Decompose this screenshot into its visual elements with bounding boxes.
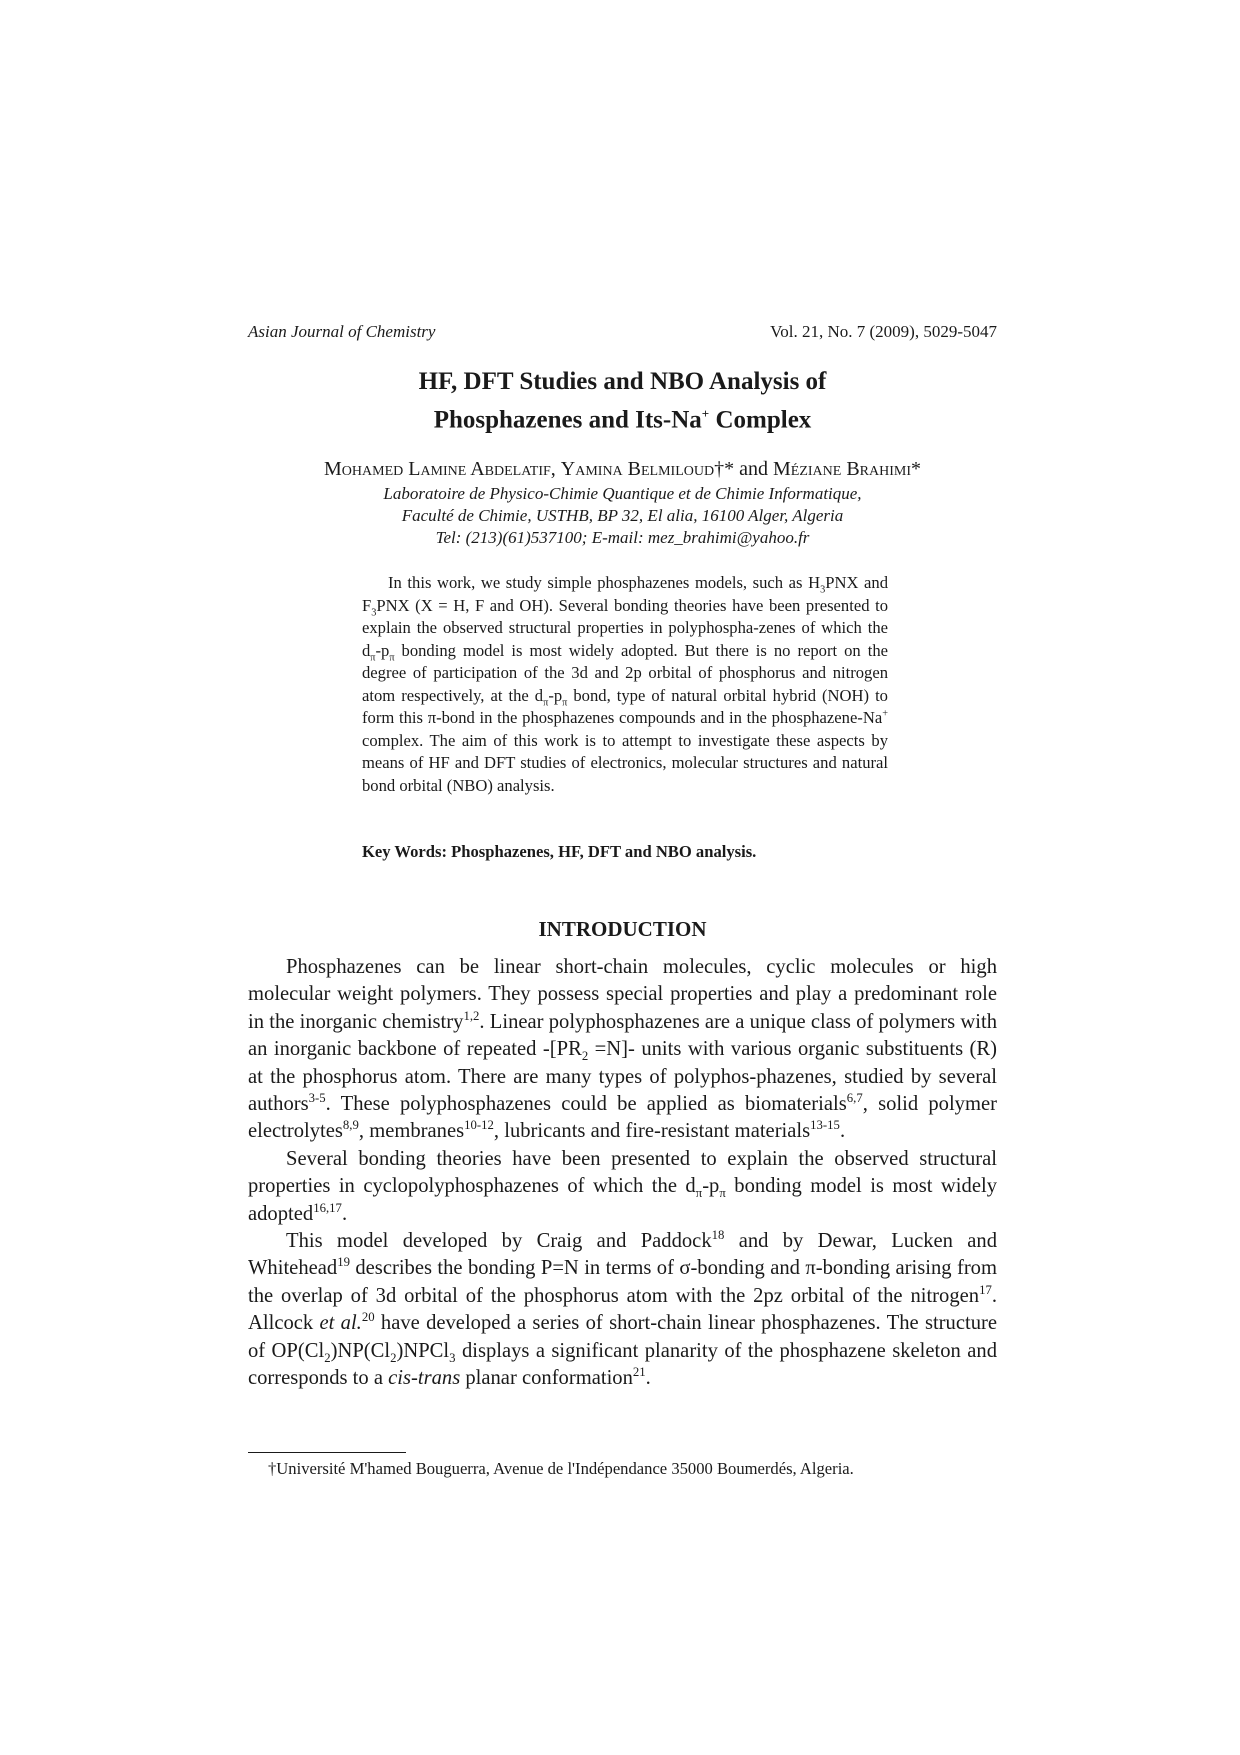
affiliation — [248, 483, 997, 549]
journal-name: Asian Journal of Chemistry — [248, 322, 436, 341]
paper-title — [248, 366, 997, 436]
paragraph-1: Phosphazenes can be linear short-chain molecules, cyclic molecules or high molecular weight polymers. They possess special properties and play a predominant role in the inorganic chemistry$^{1,2}$. Linear polyphosphazenes are a unique class of polymers with an inorganic backbone of repeated $-[PR_2 =N]-$ units with various organic substituents (R) at the phosphorus atom. There are many types of polyphos-phazenes, studied by several authors$^{3-5}$. These polyphosphazenes could be applied as biomaterials$^{6,7}$, solid polymer electrolytes$^{8,9}$, membranes$^{10-12}$, lubricants and fire-resistant materials$^{13-15}$. — [248, 956, 997, 1143]
affiliation-line-2: Faculté de Chimie, USTHB, BP 32, El alia, 16100 Alger, Algeria — [401, 506, 844, 525]
author-list: Mohamed Lamine Abdelatif, Yamina Belmiloud†* and Méziane Brahimi* — [324, 458, 921, 480]
introduction-body — [248, 954, 997, 1393]
footnote-divider — [248, 1452, 406, 1453]
title-line-1: HF, DFT Studies and NBO Analysis of — [418, 368, 827, 395]
running-header — [248, 322, 997, 348]
paragraph-3: This model developed by Craig and Paddock$^{18}$ and by Dewar, Lucken and Whitehead$^{19}$ describes the bonding P=N in terms of σ-bonding and π-bonding arising from the overlap of 3d orbital of the phosphorus atom with the 2pz orbital of the nitrogen$^{17}$. Allcock et al.$^{20}$ have developed a series of short-chain linear phosphazenes. The structure of $OP(Cl_2)NP(Cl_2)NPCl_3$ displays a significant planarity of the phosphazene skeleton and corresponds to a cis-trans planar conformation$^{21}$. — [248, 1228, 997, 1390]
abstract: In this work, we study simple phosphazenes models, such as $H_3PNX$ and $F_3PNX$ (X = H, F and OH). Several bonding theories have been presented to explain the observed structural properties in polyphospha-zenes of which the $d_\pi-p_\pi$ bonding model is most widely adopted. But there is no report on the degree of participation of the 3d and 2p orbital of phosphorus and nitrogen atom respectively, at the $d_\pi-p_\pi$ bond, type of natural orbital hybrid (NOH) to form this π-bond in the phosphazenes compounds and in the phosphazene-Na+ complex. The aim of this work is to attempt to investigate these aspects by means of HF and DFT studies of electronics, molecular structures and natural bond orbital (NBO) analysis. — [362, 573, 888, 795]
author-3: Méziane Brahimi — [773, 458, 911, 480]
volume-info: Vol. 21, No. 7 (2009), 5029-5047 — [770, 322, 997, 341]
affiliation-contact: Tel: (213)(61)537100; E-mail: mez_brahimi@yahoo.fr — [435, 528, 810, 547]
section-heading-introduction: INTRODUCTION — [538, 917, 707, 941]
footnote: †Université M'hamed Bouguerra, Avenue de l'Indépendance 35000 Boumerdés, Algeria. — [268, 1459, 854, 1478]
paragraph-2: Several bonding theories have been presented to explain the observed structural properties in cyclopolyphosphazenes of which the $d_\pi-p_\pi$ bonding model is most widely adopted$^{16,17}$. — [248, 1147, 997, 1225]
affiliation-line-1: Laboratoire de Physico-Chimie Quantique et de Chimie Informatique, — [383, 484, 862, 503]
author-1: Mohamed Lamine Abdelatif — [324, 458, 551, 480]
title-line-2: Phosphazenes and Its-Na+ Complex — [433, 406, 812, 434]
author-2: Yamina Belmiloud — [560, 458, 715, 480]
keywords: Key Words: Phosphazenes, HF, DFT and NBO analysis. — [362, 842, 757, 861]
